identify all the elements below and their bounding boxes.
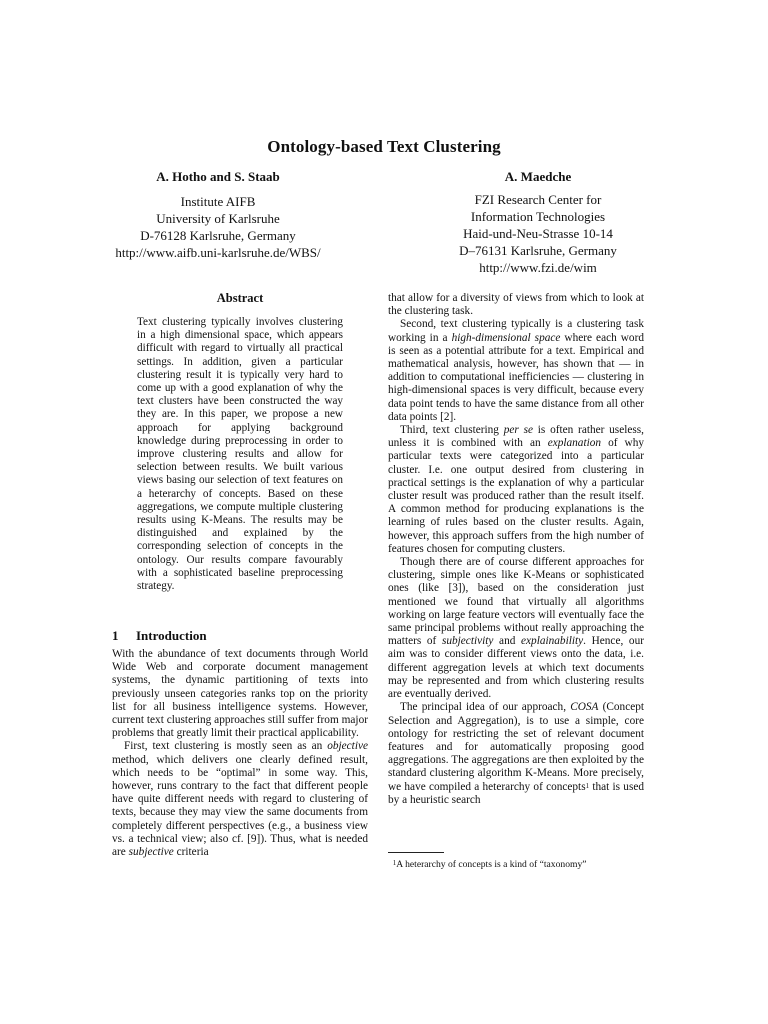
paper-title: Ontology-based Text Clustering bbox=[267, 137, 501, 156]
footnote-text: A heterarchy of concepts is a kind of “taxonomy” bbox=[396, 859, 587, 870]
section-number: 1 bbox=[112, 628, 119, 643]
author-name-2: A. Maedche bbox=[504, 169, 572, 184]
author-name-1: A. Hotho and S. Staab bbox=[156, 169, 280, 184]
footnote-marker: 1 bbox=[585, 781, 590, 790]
affiliation-line: D-76128 Karlsruhe, Germany bbox=[140, 228, 296, 243]
author-block-1 bbox=[90, 168, 346, 261]
right-column-body bbox=[388, 292, 644, 807]
text-run: of why particular texts were categorized into a particular cluster. I.e. one output desired from clustering in practical settings is the explanation of why a particular cluster result was produced rather than the result itself. A common method for producing explanations is the learning of rules based on the cluster results. Again, however, this approach suffers from the high number of features chosen for computing clusters. bbox=[388, 437, 645, 555]
paragraph: With the abundance of text documents through World Wide Web and corporate document management systems, the dynamic partitioning of texts into previously unseen categories ranks top on the priority list for all business intelligence systems. However, current text clustering approaches still suffer from major problems that greatly limit their practical applicability. bbox=[112, 648, 368, 740]
author-affiliation-1 bbox=[90, 193, 346, 261]
affiliation-line: Haid-und-Neu-Strasse 10-14 bbox=[463, 226, 613, 241]
paragraph bbox=[388, 424, 644, 556]
text-run: Second, text clustering typically is a clustering task working in a bbox=[388, 318, 644, 344]
affiliation-url: http://www.fzi.de/wim bbox=[479, 260, 597, 275]
paragraph bbox=[388, 556, 644, 701]
footnote-marker: 1 bbox=[392, 859, 397, 867]
text-run: where each word is seen as a potential attribute for a text. Empirical and mathematical analysis, however, has shown that — in addition to computational inefficiencies — clustering in high-dimensional spaces is very difficult, because every data point tends to have the same distance from all other data points [2]. bbox=[388, 331, 644, 423]
emphasis: subjectivity bbox=[441, 635, 494, 648]
emphasis: objective bbox=[327, 740, 368, 753]
paragraph bbox=[388, 318, 644, 424]
author-block-2 bbox=[410, 168, 666, 276]
affiliation-line: FZI Research Center for bbox=[474, 192, 602, 207]
text-run: criteria bbox=[173, 846, 209, 859]
text-run: is often rather useless, unless it is combined with an bbox=[388, 424, 644, 450]
emphasis: COSA bbox=[570, 701, 599, 714]
left-column-body bbox=[112, 648, 368, 859]
text-run: Third, text clustering bbox=[400, 424, 504, 437]
section-heading bbox=[112, 628, 207, 644]
text-run: (Concept Selection and Aggregation), is to use a simple, core ontology for restricting the set of relevant document features and for automatically proposing good aggregations. The aggregations are then exploited by the standard clustering algorithm K-Means. More precisely, we have compiled a heterarchy of concepts bbox=[388, 701, 645, 793]
text-run: . Hence, our aim was to consider different views onto the data, i.e. different aggregation levels at which text documents may be represented and from which clustering results are eventually derived. bbox=[388, 635, 644, 701]
affiliation-line: D–76131 Karlsruhe, Germany bbox=[459, 243, 617, 258]
text-run: method, which delivers one clearly defined result, which needs to be “optimal” in some way. This, however, runs contrary to the fact that different people have quite different needs with regard to clustering of texts, because they may view the same documents from completely different perspectives (e.g., a business view vs. a technical view; also cf. [9]). Thus, what is needed are bbox=[112, 753, 368, 859]
paragraph: that allow for a diversity of views from which to look at the clustering task. bbox=[388, 292, 644, 318]
text-run: that is used by a heuristic search bbox=[388, 780, 644, 806]
affiliation-line: Institute AIFB bbox=[180, 194, 256, 209]
emphasis: per se bbox=[503, 424, 533, 437]
affiliation-url: http://www.aifb.uni-karlsruhe.de/WBS/ bbox=[115, 245, 321, 260]
paragraph bbox=[112, 740, 368, 859]
text-run: The principal idea of our approach, bbox=[400, 701, 571, 714]
section-title: Introduction bbox=[136, 628, 207, 643]
affiliation-line: University of Karlsruhe bbox=[156, 211, 280, 226]
footnote bbox=[388, 859, 644, 870]
emphasis: explainability bbox=[521, 635, 584, 648]
text-run: and bbox=[493, 635, 522, 648]
abstract-text: Text clustering typically involves clustering in a high dimensional space, which appears difficult with regard to virtually all practical settings. In addition, given a particular clustering result it is typically very hard to come up with a good explanation of why the text clusters have been constructed the way they are. In this paper, we propose a new approach for applying background knowledge during preprocessing in order to improve clustering results and allow for selection between results. We built various views basing our selection of text features on a heterarchy of concepts. Based on these aggregations, we compute multiple clustering results using K-Means. The results may be distinguished and explained by the corresponding selection of concepts in the ontology. Our results compare favourably with a sophisticated baseline preprocessing strategy. bbox=[137, 316, 343, 593]
emphasis: high-dimensional space bbox=[451, 331, 561, 344]
text-run: Though there are of course different approaches for clustering, simple ones like K-Means or sophisticated ones (like [3]), based on the consideration just mentioned we found that virtually all algorithms working on large feature vectors will eventually face the same principal problems without really approaching the matters of bbox=[388, 556, 644, 648]
emphasis: explanation bbox=[547, 437, 602, 450]
abstract-heading: Abstract bbox=[216, 291, 264, 305]
author-affiliation-2 bbox=[410, 191, 666, 276]
footnote-rule bbox=[388, 852, 444, 853]
paragraph bbox=[388, 701, 644, 807]
text-run: First, text clustering is mostly seen as an bbox=[124, 740, 328, 753]
emphasis: subjective bbox=[128, 846, 174, 859]
affiliation-line: Information Technologies bbox=[470, 209, 606, 224]
